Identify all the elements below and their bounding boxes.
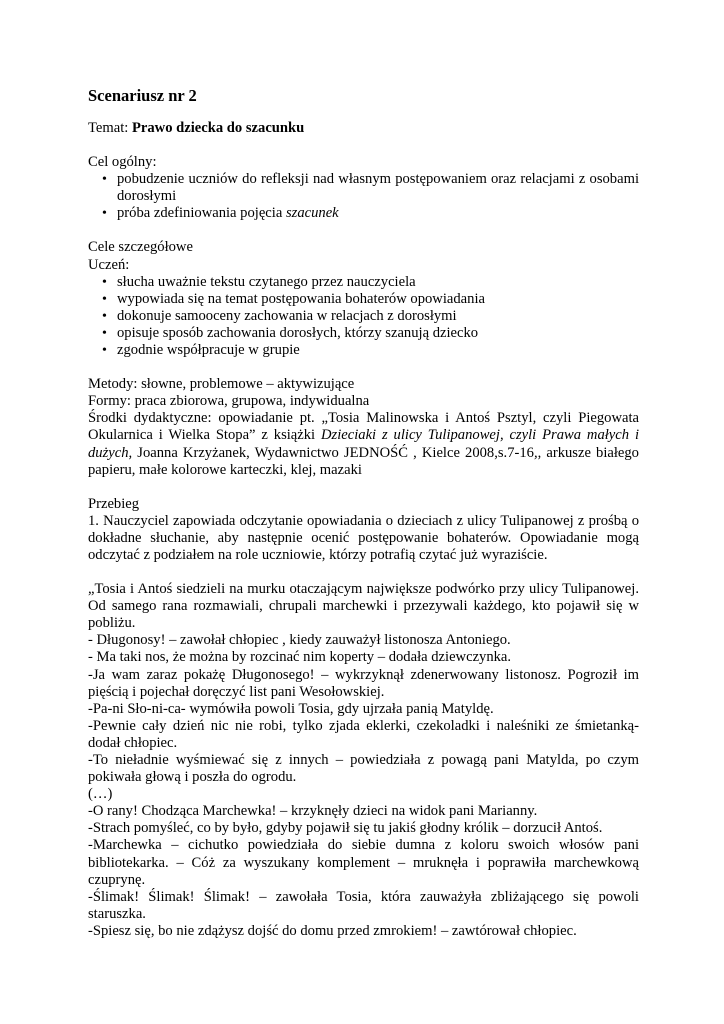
story-paragraph: (…) [88,786,113,803]
topic-label: Temat: [88,120,132,136]
materials-text: Środki dydaktyczne: opowiadanie pt. „Tosia Malinowska i Antoś Psztyl, czyli Piegowata Okularnica i Wielka Stopa” z książki [88,410,639,444]
list-item: • pobudzenie uczniów do refleksji nad własnym postępowaniem oraz relacjami z osobami dorosłymi [88,171,639,205]
book-title: Dzieciaki z ulicy Tulipanowej, czyli Prawa małych i dużych, [88,427,639,461]
story-text [88,581,639,940]
materials-text: , [533,444,538,461]
materials-paragraph [88,410,639,478]
topic-value: Prawo dziecka do szacunku [131,120,305,136]
list-item-text: próba zdefiniowania pojęcia [117,205,286,222]
list-item: • dokonuje samooceny zachowania w relacjach z dorosłymi [88,308,639,325]
story-paragraph: „Tosia i Antoś siedzieli na murku otaczającym największe podwórko przy ulicy Tulipanowej. Od samego rana rozmawiali, chrupali marchewki i przezywali każdego, kto pojawił się w pobliżu. [88,581,639,632]
spacer [88,222,639,239]
list-item: • słucha uważnie tekstu czytanego przez nauczyciela [88,274,639,291]
story-paragraph: -To nieładnie wyśmiewać się z innych – powiedziała z powagą pani Matylda, po czym pokiwała głową i poszła do ogrodu. [88,752,639,786]
specific-goals-sub: Uczeń: [88,256,130,273]
story-paragraph: - Ma taki nos, że można by rozcinać nim koperty – dodała dziewczynka. [88,649,512,666]
story-paragraph: -O rany! Chodząca Marchewka! – krzyknęły dzieci na widok pani Marianny. [88,803,538,820]
document-body [88,86,639,940]
spacer [88,479,639,496]
materials-text: , arkusze białego papieru, małe kolorowe karteczki, klej, mazaki [88,444,639,478]
story-paragraph: -Pewnie cały dzień nic nie robi, tylko zjada eklerki, czekoladki i naleśniki ze śmietanką- dodał chłopiec. [88,717,639,751]
materials-text: Joanna Krzyżanek, Wydawnictwo JEDNOŚĆ , Kielce 2008,s.7-16 [132,444,534,461]
story-paragraph: -Marchewka – cichutko powiedziała do siebie dumna z koloru swoich włosów pani bibliotekarka. – Cóż za wyszukany komplement – mruknęła i poprawiła marchewkową czuprynę. [88,837,639,888]
topic-line [88,120,639,137]
list-item: • opisuje sposób zachowania dorosłych, którzy szanują dziecko [88,325,639,342]
story-paragraph: -Pa-ni Sło-ni-ca- wymówiła powoli Tosia, gdy ujrzała panią Matyldę. [88,700,494,717]
story-paragraph: -Ja wam zaraz pokażę Długonosego! – wykrzyknął zdenerwowany listonosz. Pogroził im pięścią i pojechał doręczyć list pani Wesołowskiej. [88,666,639,700]
document-title: Scenariusz nr 2 [88,86,197,105]
spacer [88,359,639,376]
story-paragraph: - Długonosy! – zawołał chłopiec , kiedy zauważył listonosza Antoniego. [88,632,511,649]
story-paragraph: -Ślimak! Ślimak! Ślimak! – zawołała Tosia, która zauważyła zbliżającego się powoli staruszka. [88,888,639,922]
procedure-step-1: 1. Nauczyciel zapowiada odczytanie opowiadania o dzieciach z ulicy Tulipanowej z prośbą o dokładne słuchanie, aby następnie ocenić postępowanie bohaterów. Opowiadanie mogą odczytać z podziałem na role uczniowie, którzy potrafią czytać już wyraziście. [88,512,639,563]
spacer [88,564,639,581]
list-item [88,205,639,222]
general-goal-heading: Cel ogólny: [88,154,157,171]
term-szacunek: szacunek [285,205,339,222]
forms-line: Formy: praca zbiorowa, grupowa, indywidualna [88,393,370,410]
story-paragraph: -Strach pomyśleć, co by było, gdyby pojawił się tu jakiś głodny królik – dorzucił Antoś. [88,820,603,837]
general-goal-list [88,171,639,222]
spacer [88,137,639,154]
list-item: • wypowiada się na temat postępowania bohaterów opowiadania [88,291,639,308]
specific-goals-list [88,274,639,359]
procedure-heading: Przebieg [88,495,140,512]
methods-line: Metody: słowne, problemowe – aktywizujące [88,376,355,393]
specific-goals-heading: Cele szczegółowe [88,239,193,256]
list-item: • zgodnie współpracuje w grupie [88,342,639,359]
story-paragraph: -Spiesz się, bo nie zdążysz dojść do domu przed zmrokiem! – zawtórował chłopiec. [88,922,577,939]
